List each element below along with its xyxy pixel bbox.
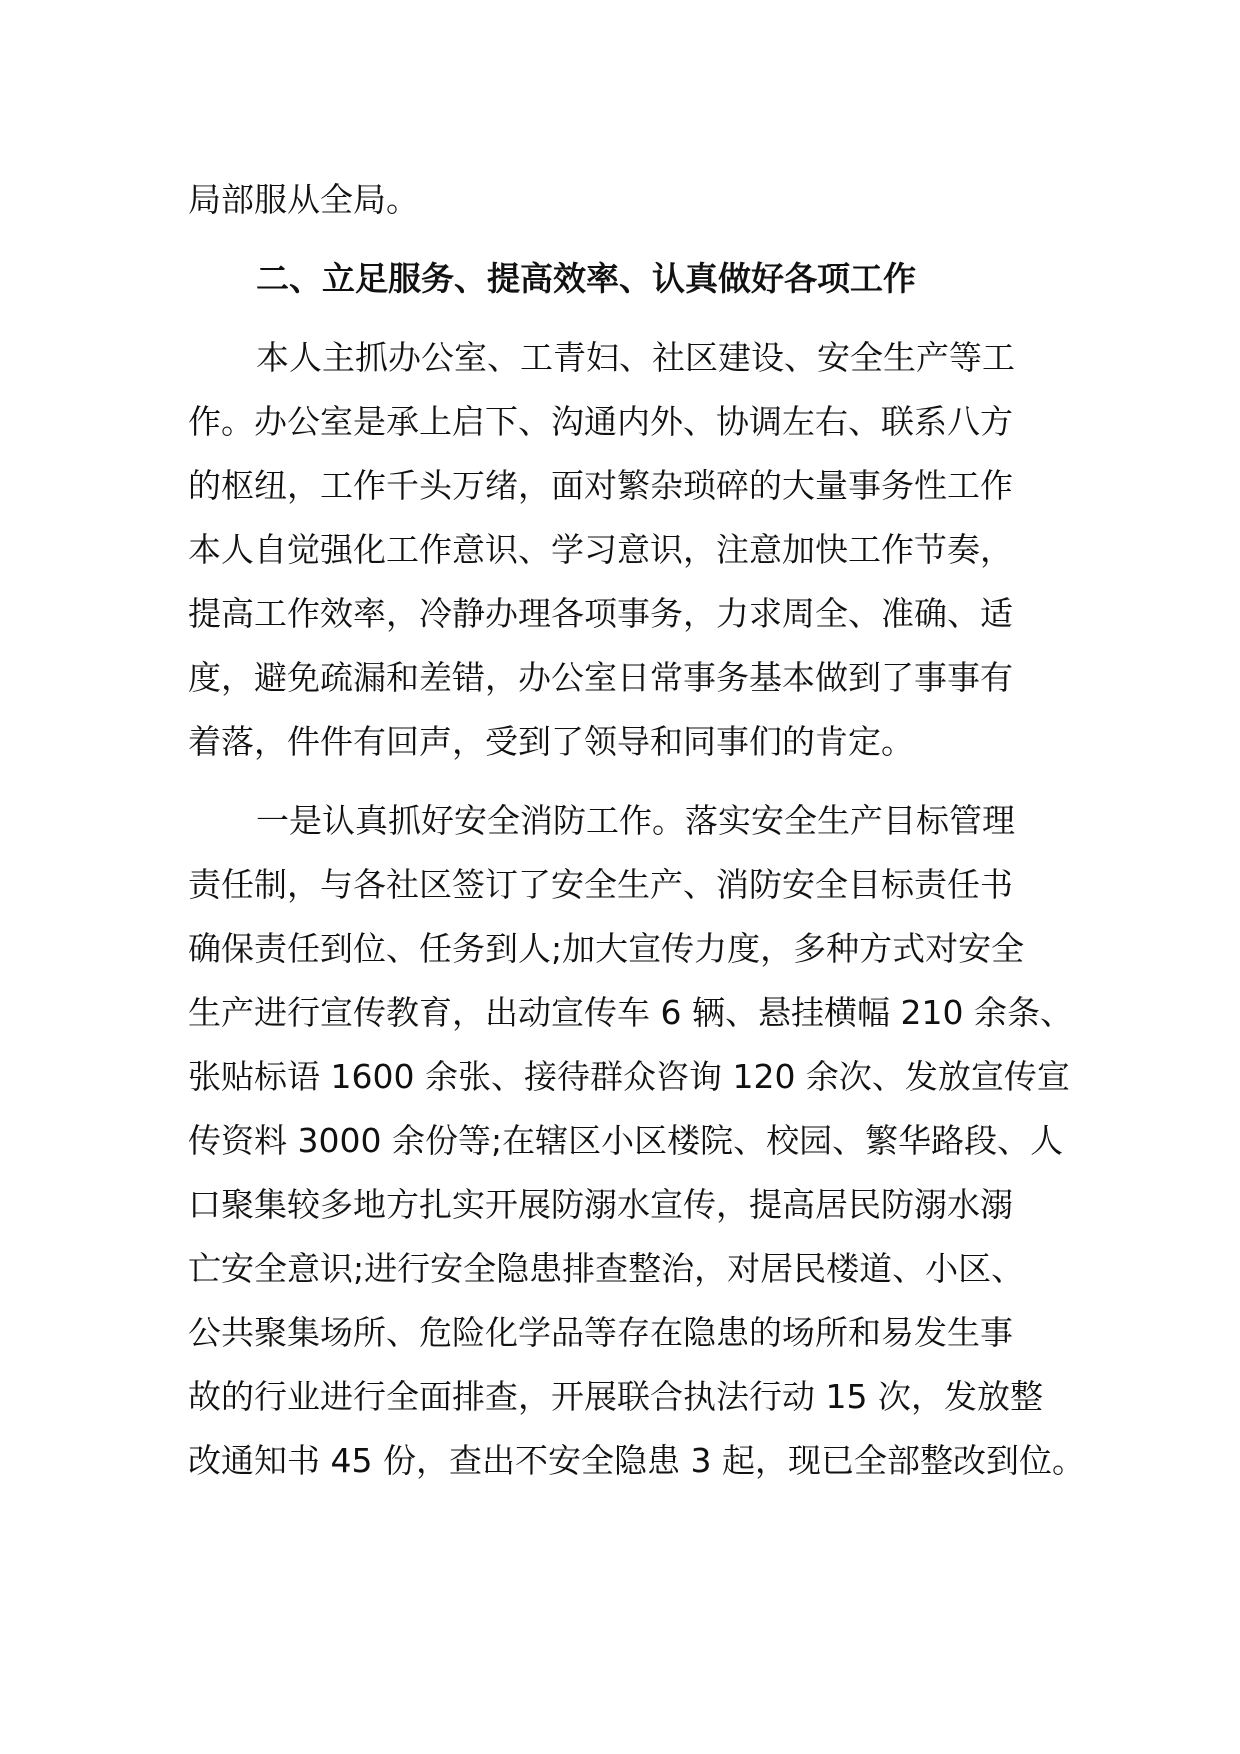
paragraph-line: 张贴标语 1600 余张、接待群众咨询 120 余次、发放宣传宣 — [188, 1057, 1070, 1096]
paragraph-line: 故的行业进行全面排查，开展联合执法行动 15 次，发放整 — [188, 1377, 1043, 1416]
paragraph-line: 的枢纽，工作千头万绪，面对繁杂琐碎的大量事务性工作 — [188, 466, 1013, 505]
section-heading: 二、立足服务、提高效率、认真做好各项工作 — [256, 259, 916, 298]
paragraph-line: 作。办公室是承上启下、沟通内外、协调左右、联系八方 — [188, 402, 1013, 441]
paragraph-line: 一是认真抓好安全消防工作。落实安全生产目标管理 — [256, 801, 1015, 840]
paragraph-line: 局部服从全局。 — [188, 180, 419, 219]
paragraph-line: 提高工作效率，冷静办理各项事务，力求周全、准确、适 — [188, 594, 1013, 633]
paragraph-line: 本人自觉强化工作意识、学习意识，注意加快工作节奏， — [188, 530, 1013, 569]
paragraph-safety-work — [188, 789, 1085, 1493]
paragraph-line: 本人主抓办公室、工青妇、社区建设、安全生产等工 — [256, 338, 1015, 377]
paragraph-line: 口聚集较多地方扎实开展防溺水宣传，提高居民防溺水溺 — [188, 1185, 1013, 1224]
paragraph-line: 公共聚集场所、危险化学品等存在隐患的场所和易发生事 — [188, 1313, 1013, 1352]
paragraph-line: 亡安全意识;进行安全隐患排查整治，对居民楼道、小区、 — [188, 1249, 1025, 1288]
paragraph-line: 改通知书 45 份，查出不安全隐患 3 起，现已全部整改到位。 — [188, 1441, 1085, 1480]
paragraph-spacer — [188, 232, 1068, 247]
paragraph-line: 着落，件件有回声，受到了领导和同事们的肯定。 — [188, 722, 914, 761]
paragraph-line: 确保责任到位、任务到人;加大宣传力度，多种方式对安全 — [188, 929, 1025, 968]
paragraph-line: 生产进行宣传教育，出动宣传车 6 辆、悬挂横幅 210 余条、 — [188, 993, 1073, 1032]
paragraph-line: 责任制，与各社区签订了安全生产、消防安全目标责任书 — [188, 865, 1013, 904]
paragraph-spacer — [188, 311, 1068, 326]
paragraph-line: 度，避免疏漏和差错，办公室日常事务基本做到了事事有 — [188, 658, 1013, 697]
document-body — [188, 168, 1085, 1493]
paragraph-office-work — [188, 326, 1068, 774]
continuation-paragraph — [188, 168, 1068, 232]
paragraph-spacer — [188, 774, 1068, 789]
paragraph-line: 传资料 3000 余份等;在辖区小区楼院、校园、繁华路段、人 — [188, 1121, 1064, 1160]
